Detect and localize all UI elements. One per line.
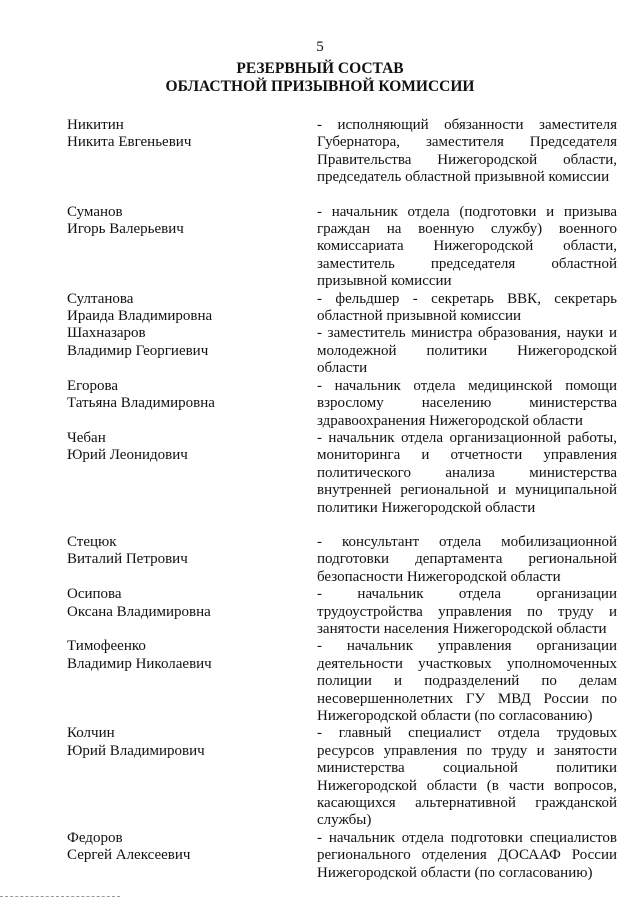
member-surname: Султанова: [67, 290, 134, 307]
member-entry: [67, 291, 617, 326]
member-given-name: Виталий Петрович: [67, 551, 188, 568]
member-role: - начальник управления организации деятельности участковых уполномоченных полиции и подразделений по делам несовершеннолетних ГУ МВД России по Нижегородской области (по согласованию): [317, 638, 617, 724]
member-given-name: Сергей Алексеевич: [67, 847, 191, 864]
member-surname: Стецюк: [67, 533, 117, 550]
member-surname: Шахназаров: [67, 325, 146, 342]
member-entry: [67, 638, 617, 725]
member-role: - начальник отдела подготовки специалистов регионального отделения ДОСААФ России Нижегородской области (по согласованию): [317, 829, 617, 881]
member-entry: [67, 830, 617, 882]
member-surname: Егорова: [67, 377, 118, 394]
member-given-name: Ираида Владимировна: [67, 308, 213, 325]
member-given-name: Юрий Леонидович: [67, 447, 188, 464]
member-entry: [67, 204, 617, 291]
member-surname: Колчин: [67, 725, 115, 742]
member-surname: Федоров: [67, 829, 123, 846]
member-given-name: Татьяна Владимировна: [67, 395, 215, 412]
member-role: - заместитель министра образования, науки и молодежной политики Нижегородской области: [317, 325, 617, 377]
member-role: - начальник отдела организационной работы, мониторинга и отчетности управления политического анализа министерства внутренней региональной и муниципальной политики Нижегородской области: [317, 429, 617, 516]
document-title: [0, 60, 640, 96]
member-entry: [67, 586, 617, 638]
member-given-name: Владимир Николаевич: [67, 655, 212, 672]
member-role: - консультант отдела мобилизационной подготовки департамента региональной безопасности Нижегородской области: [317, 533, 617, 585]
scan-edge-marks: [0, 896, 120, 899]
member-role: - исполняющий обязанности заместителя Губернатора, заместителя Председателя Правительства Нижегородской области, председатель областной призывной комиссии: [317, 117, 617, 186]
member-entry: [67, 378, 617, 430]
title-line-2: ОБЛАСТНОЙ ПРИЗЫВНОЙ КОМИССИИ: [165, 78, 475, 95]
member-name: [67, 325, 317, 360]
member-name: [67, 638, 317, 673]
member-surname: Чебан: [67, 429, 106, 446]
member-surname: Осипова: [67, 586, 122, 603]
member-surname: Тимофеенко: [67, 638, 146, 655]
member-given-name: Юрий Владимирович: [67, 742, 205, 759]
title-line-1: РЕЗЕРВНЫЙ СОСТАВ: [236, 60, 404, 77]
page-number: 5: [316, 39, 324, 55]
member-role: - начальник отдела организации трудоустройства управления по труду и занятости населения Нижегородской области: [317, 586, 617, 637]
member-name: [67, 725, 317, 760]
member-name: [67, 378, 317, 413]
member-role: - фельдшер - секретарь ВВК, секретарь областной призывной комиссии: [317, 290, 617, 325]
member-name: [67, 534, 317, 569]
member-role: - начальник отдела (подготовки и призыва граждан на военную службу) военного комиссариата Нижегородской области, заместитель председателя областной призывной комиссии: [317, 203, 617, 290]
member-role: - начальник отдела медицинской помощи взрослому населению министерства здравоохранения Нижегородской области: [317, 377, 617, 429]
member-name: [67, 830, 317, 865]
member-list: [67, 117, 617, 882]
member-role: - главный специалист отдела трудовых ресурсов управления по труду и занятости министерства социальной политики Нижегородской области (в части вопросов, касающихся альтернативной гражданской службы): [317, 725, 617, 829]
member-entry: [67, 430, 617, 517]
member-entry: [67, 725, 617, 829]
member-given-name: Оксана Владимировна: [67, 603, 211, 620]
member-entry: [67, 325, 617, 377]
member-given-name: Владимир Георгиевич: [67, 342, 209, 359]
member-entry: [67, 534, 617, 586]
member-name: [67, 117, 317, 152]
member-surname: Суманов: [67, 203, 123, 220]
member-surname: Никитин: [67, 117, 124, 133]
member-name: [67, 430, 317, 465]
member-name: [67, 291, 317, 326]
member-given-name: Никита Евгеньевич: [67, 134, 192, 151]
member-given-name: Игорь Валерьевич: [67, 221, 184, 238]
member-name: [67, 204, 317, 239]
member-entry: [67, 117, 617, 187]
member-name: [67, 586, 317, 621]
